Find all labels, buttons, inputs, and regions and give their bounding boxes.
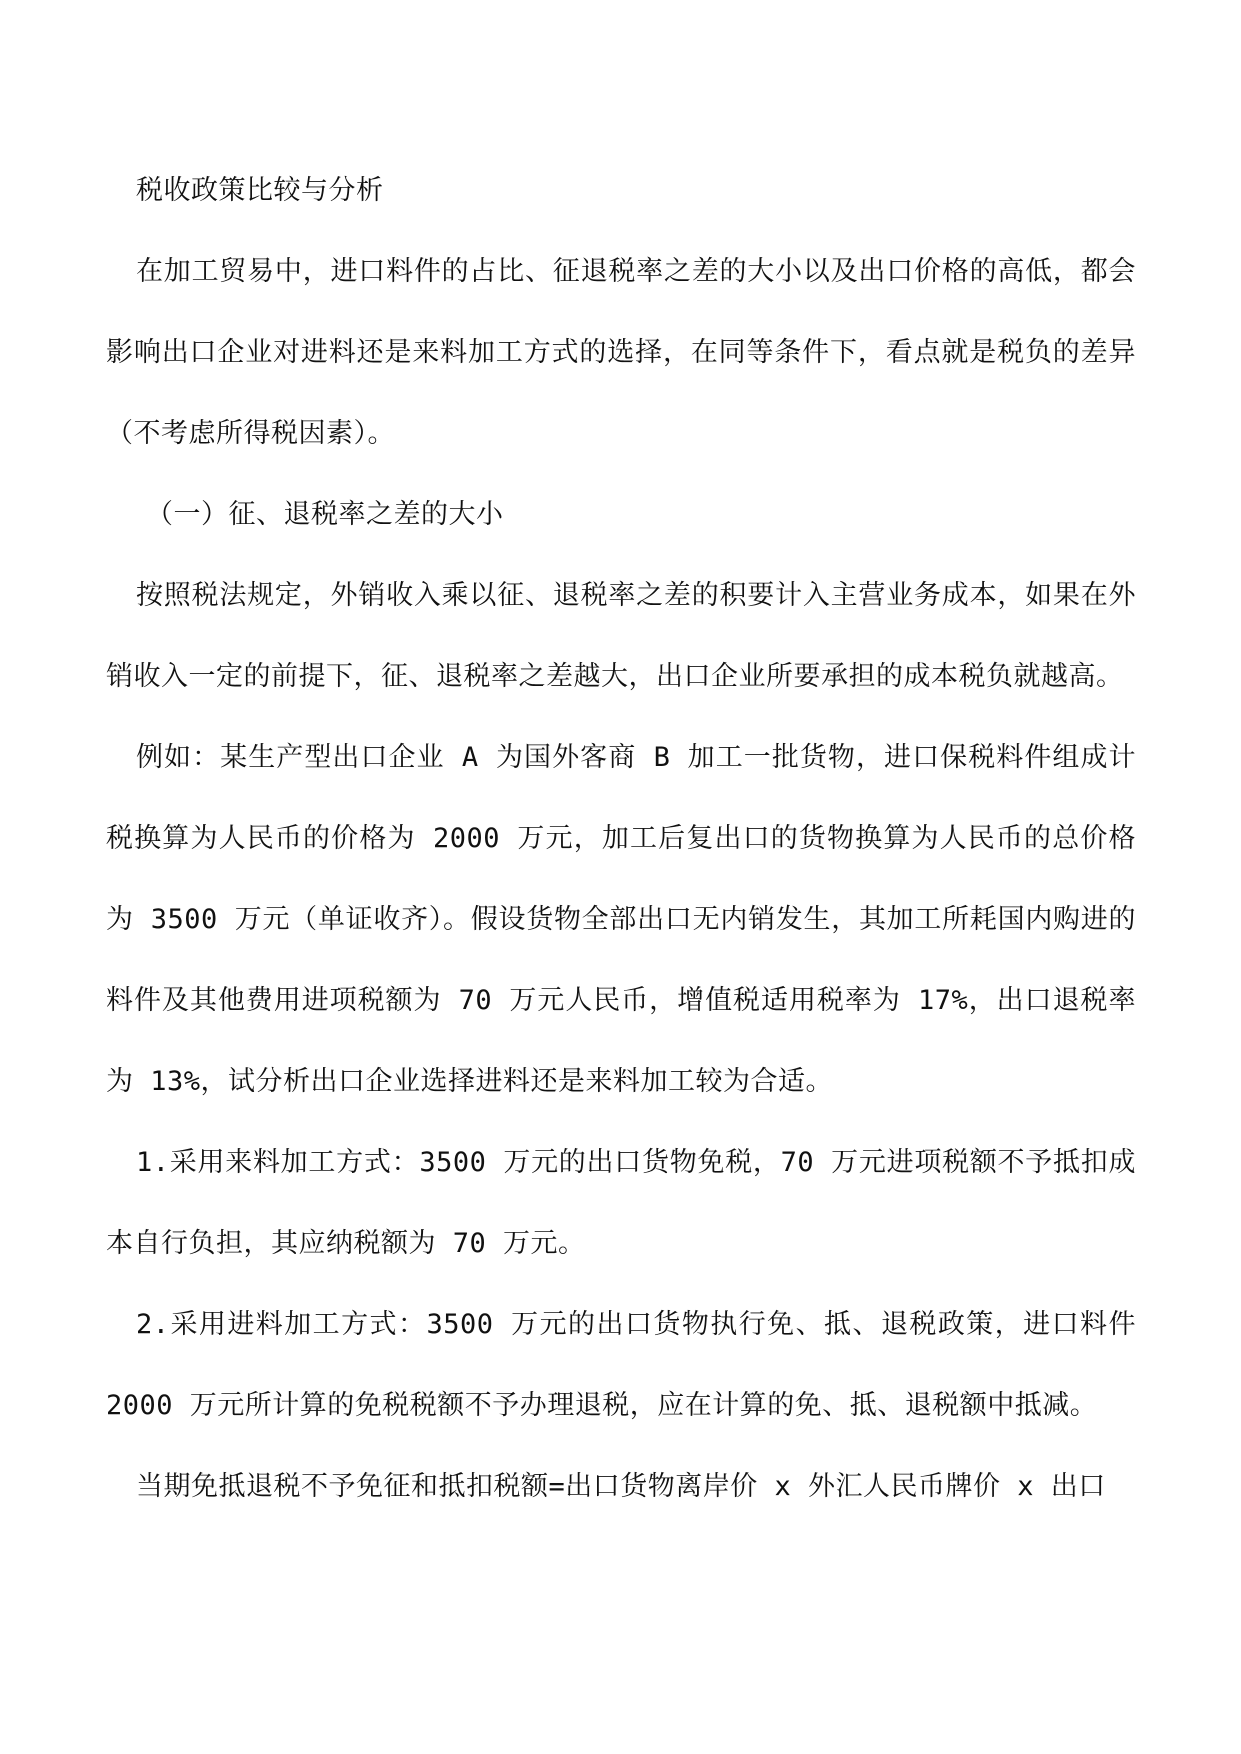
paragraph-example: 例如：某生产型出口企业 A 为国外客商 B 加工一批货物，进口保税料件组成计税换算为人民币的价格为 2000 万元，加工后复出口的货物换算为人民币的总价格为 3500 万元（单证收齐）。假设货物全部出口无内销发生，其加工所耗国内购进的料件及其他费用进项税额为 70 万元人民币，增值税适用税率为 17%，出口退税率为 13%，试分析出口企业选择进料还是来料加工较为合适。 — [106, 742, 1136, 1097]
document-title: 税收政策比较与分析 — [136, 175, 384, 206]
paragraph-intro: 在加工贸易中，进口料件的占比、征退税率之差的大小以及出口价格的高低，都会影响出口企业对进料还是来料加工方式的选择，在同等条件下，看点就是税负的差异（不考虑所得税因素）。 — [106, 256, 1136, 449]
document-body — [106, 150, 1136, 1527]
paragraph-formula: 当期免抵退税不予免征和抵扣税额=出口货物离岸价 x 外汇人民币牌价 x 出口 — [136, 1471, 1106, 1502]
paragraph-option-1: 1.采用来料加工方式：3500 万元的出口货物免税，70 万元进项税额不予抵扣成本自行负担，其应纳税额为 70 万元。 — [106, 1147, 1136, 1259]
section-heading-rate-difference: （一）征、退税率之差的大小 — [146, 499, 504, 530]
paragraph-tax-law: 按照税法规定，外销收入乘以征、退税率之差的积要计入主营业务成本，如果在外销收入一定的前提下，征、退税率之差越大，出口企业所要承担的成本税负就越高。 — [106, 580, 1136, 692]
paragraph-option-2: 2.采用进料加工方式：3500 万元的出口货物执行免、抵、退税政策，进口料件 2000 万元所计算的免税税额不予办理退税，应在计算的免、抵、退税额中抵减。 — [106, 1309, 1136, 1421]
